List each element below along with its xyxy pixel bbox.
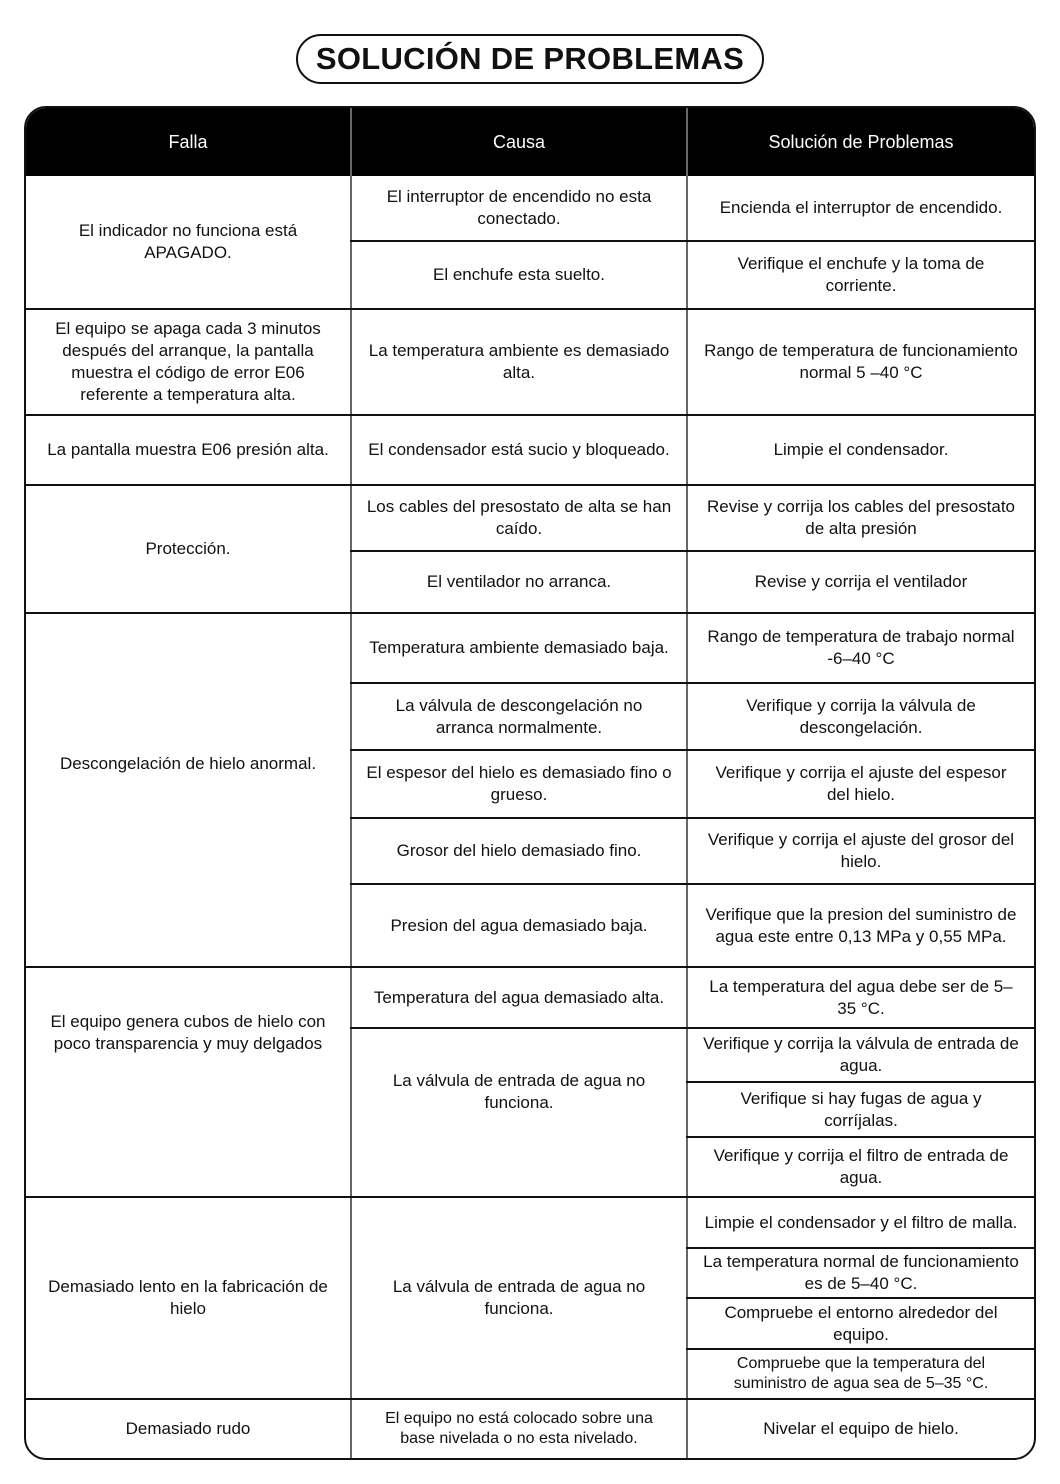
solucion-cell: La temperatura normal de funcionamiento es de 5–40 °C. xyxy=(703,1252,1019,1293)
header-falla: Falla xyxy=(26,108,350,176)
solucion-cell: Verifique que la presion del suministro de agua este entre 0,13 MPa y 0,55 MPa. xyxy=(705,904,1017,946)
causa-cell: La temperatura ambiente es demasiado alta. xyxy=(368,341,670,382)
falla-cell: Protección. xyxy=(145,539,231,558)
solucion-cell: Compruebe que la temperatura del suministro de agua sea de 5–35 °C. xyxy=(733,1355,989,1392)
falla-cell: Demasiado rudo xyxy=(125,1419,251,1438)
solucion-cell: Verifique el enchufe y la toma de corriente. xyxy=(737,254,985,295)
solucion-cell: Revise y corrija los cables del presostato de alta presión xyxy=(706,497,1016,538)
solucion-cell: Revise y corrija el ventilador xyxy=(754,572,968,591)
solucion-cell: Limpie el condensador. xyxy=(773,440,949,459)
falla-cell: Descongelación de hielo anormal. xyxy=(59,754,317,773)
causa-cell: La válvula de descongelación no arranca normalmente. xyxy=(395,695,643,737)
causa-cell: El equipo no está colocado sobre una base nivelada o no esta nivelado. xyxy=(385,1410,653,1447)
troubleshooting-table xyxy=(24,106,1036,1460)
solucion-cell: Verifique si hay fugas de agua y corríjalas. xyxy=(740,1088,982,1130)
solucion-cell: Rango de temperatura de funcionamiento normal 5 –40 °C xyxy=(704,341,1018,382)
falla-cell: El equipo genera cubos de hielo con poco transparencia y muy delgados xyxy=(50,1012,326,1053)
title-box xyxy=(296,34,764,84)
header-causa: Causa xyxy=(352,108,686,176)
falla-cell: Demasiado lento en la fabricación de hielo xyxy=(48,1277,328,1318)
causa-cell: La válvula de entrada de agua no funciona. xyxy=(392,1277,646,1318)
causa-cell: Temperatura del agua demasiado alta. xyxy=(373,987,665,1007)
causa-cell: El ventilador no arranca. xyxy=(426,572,612,591)
solucion-cell: La temperatura del agua debe ser de 5–35 °C. xyxy=(709,976,1013,1018)
causa-cell: El interruptor de encendido no esta conectado. xyxy=(386,187,652,228)
causa-cell: Presion del agua demasiado baja. xyxy=(390,915,648,935)
causa-cell: El espesor del hielo es demasiado fino o grueso. xyxy=(366,763,672,804)
solucion-cell: Nivelar el equipo de hielo. xyxy=(763,1419,959,1438)
falla-cell: La pantalla muestra E06 presión alta. xyxy=(47,440,329,459)
causa-cell: El enchufe esta suelto. xyxy=(432,265,605,284)
solucion-cell: Compruebe el entorno alrededor del equipo. xyxy=(724,1302,998,1344)
causa-cell: Grosor del hielo demasiado fino. xyxy=(396,841,642,860)
page-title: SOLUCIÓN DE PROBLEMAS xyxy=(315,41,745,76)
solucion-cell: Verifique y corrija el filtro de entrada de agua. xyxy=(713,1146,1009,1187)
falla-cell: El indicador no funciona está APAGADO. xyxy=(78,221,298,262)
causa-cell: El condensador está sucio y bloqueado. xyxy=(368,440,670,459)
solucion-cell: Verifique y corrija la válvula de descongelación. xyxy=(746,695,976,737)
causa-cell: La válvula de entrada de agua no funciona. xyxy=(392,1071,646,1112)
header-solucion: Solución de Problemas xyxy=(688,108,1034,176)
solucion-cell: Verifique y corrija el ajuste del grosor del hielo. xyxy=(707,830,1015,871)
solucion-cell: Encienda el interruptor de encendido. xyxy=(719,198,1003,217)
solucion-cell: Limpie el condensador y el filtro de malla. xyxy=(704,1212,1018,1232)
solucion-cell: Verifique y corrija la válvula de entrada de agua. xyxy=(703,1034,1019,1075)
solucion-cell: Verifique y corrija el ajuste del espesor del hielo. xyxy=(715,763,1007,804)
causa-cell: Los cables del presostato de alta se han caído. xyxy=(366,497,672,538)
falla-cell: El equipo se apaga cada 3 minutos después del arranque, la pantalla muestra el código de error E06 referente a temperatura alta. xyxy=(55,319,321,404)
causa-cell: Temperatura ambiente demasiado baja. xyxy=(369,638,669,657)
solucion-cell: Rango de temperatura de trabajo normal -6–40 °C xyxy=(707,627,1015,668)
